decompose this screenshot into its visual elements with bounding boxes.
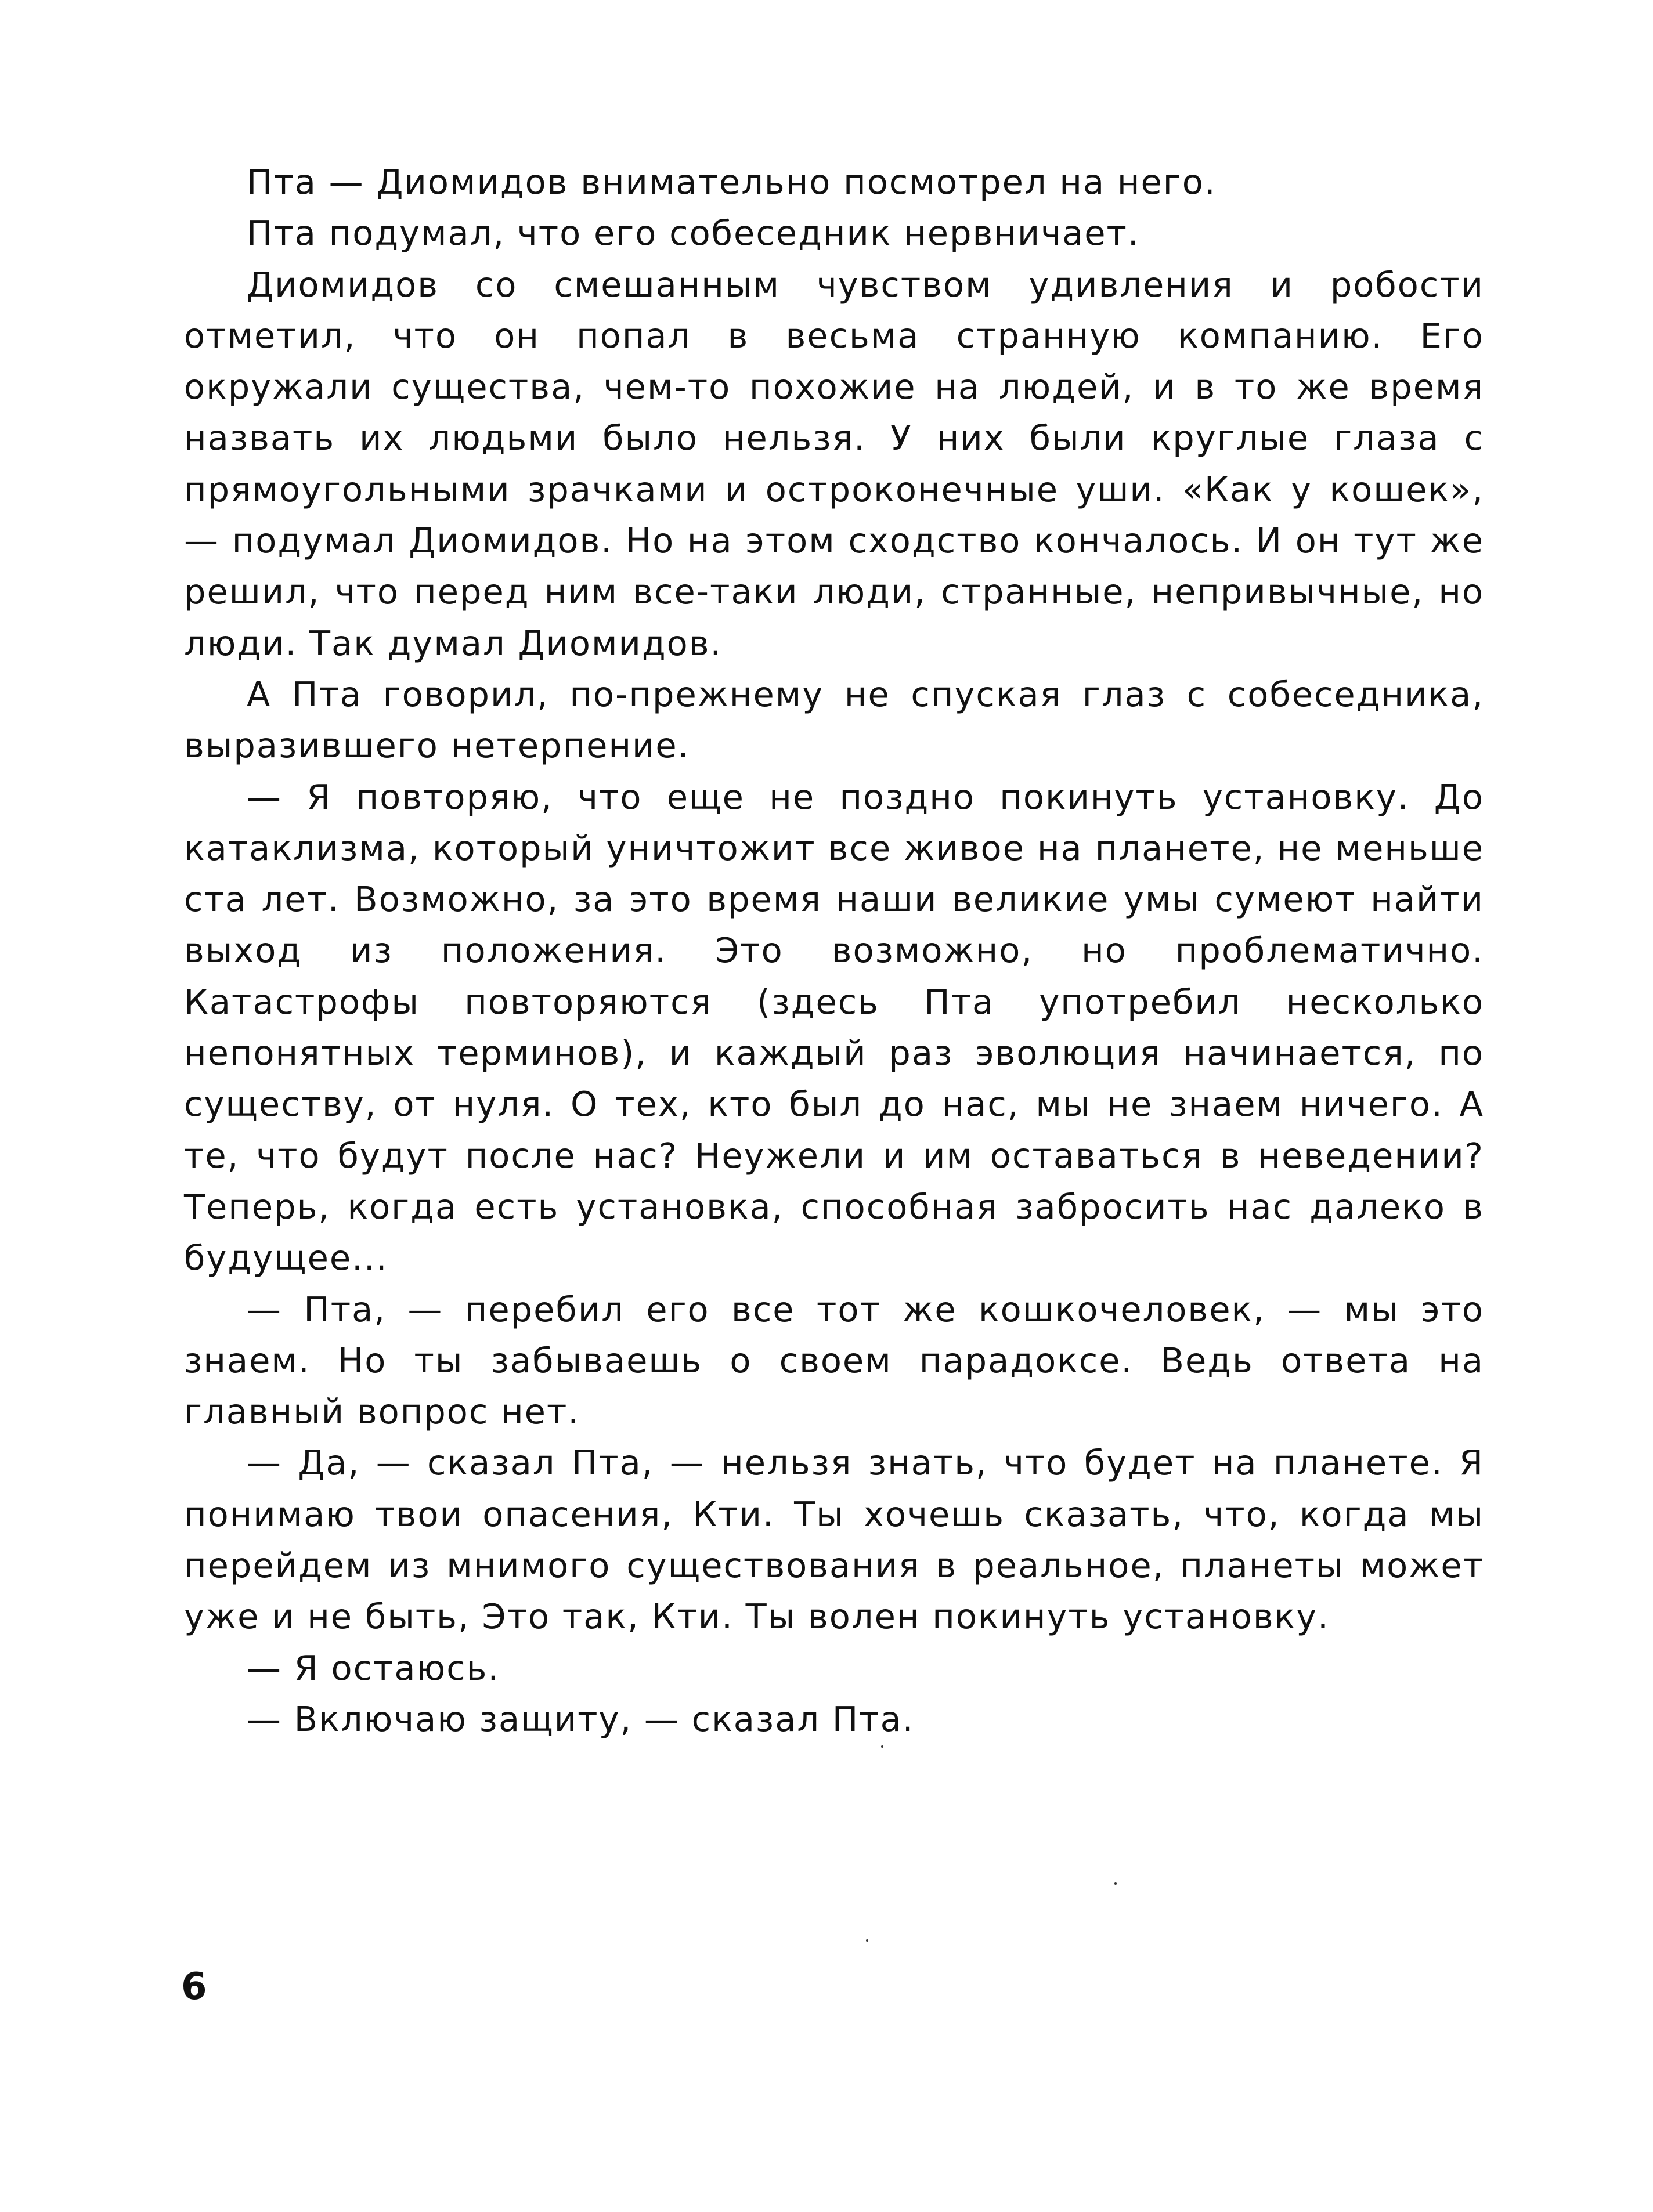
- paragraph-3: Диомидов со смешанным чувством удивления и робости отметил, что он попал в весьма странную компанию. Его окружали существа, чем-то похожие на людей, и в то же время назвать их людьми было нельзя. У них были круглые глаза с прямоугольными зрачками и остроконечные уши. «Как у кошек», — подумал Диомидов. Но на этом сходство кончалось. И он тут же решил, что перед ним все-таки люди, странные, непривычные, но люди. Так думал Диомидов.: [184, 264, 1484, 663]
- paragraph-8: — Я остаюсь.: [247, 1647, 500, 1688]
- paragraph-2: Пта подумал, что его собеседник нервничает.: [247, 213, 1140, 254]
- page-body: [184, 157, 1484, 1745]
- print-speck: [1114, 1882, 1117, 1885]
- paragraph-4: А Пта говорил, по-прежнему не спуская глаз с собеседника, выразившего нетерпение.: [184, 674, 1484, 766]
- paragraph-1: Пта — Диомидов внимательно посмотрел на него.: [247, 162, 1217, 202]
- print-speck: [881, 1745, 883, 1748]
- paragraph-7: — Да, — сказал Пта, — нельзя знать, что будет на планете. Я понимаю твои опасения, Кти. Ты хочешь сказать, что, когда мы перейдем из мнимого существования в реальное, планеты может уже и не быть, Это так, Кти. Ты волен покинуть установку.: [184, 1443, 1484, 1637]
- print-speck: [866, 1939, 868, 1942]
- paragraph-9: — Включаю защиту, — сказал Пта.: [247, 1698, 915, 1739]
- paragraph-6: — Пта, — перебил его все тот же кошкочеловек, — мы это знаем. Но ты забываешь о своем парадоксе. Ведь ответа на главный вопрос нет.: [184, 1289, 1484, 1432]
- page-number: 6: [181, 1965, 207, 2008]
- paragraph-5: — Я повторяю, что еще не поздно покинуть установку. До катаклизма, который уничтожит все живое на планете, не меньше ста лет. Возможно, за это время наши великие умы сумеют найти выход из положения. Это возможно, но проблематично. Катастрофы повторяются (здесь Пта употребил несколько непонятных терминов), и каждый раз эволюция начинается, по существу, от нуля. О тех, кто был до нас, мы не знаем ничего. А те, что будут после нас? Неужели и им оставаться в неведении? Теперь, когда есть установка, способная забросить нас далеко в будущее...: [184, 776, 1484, 1278]
